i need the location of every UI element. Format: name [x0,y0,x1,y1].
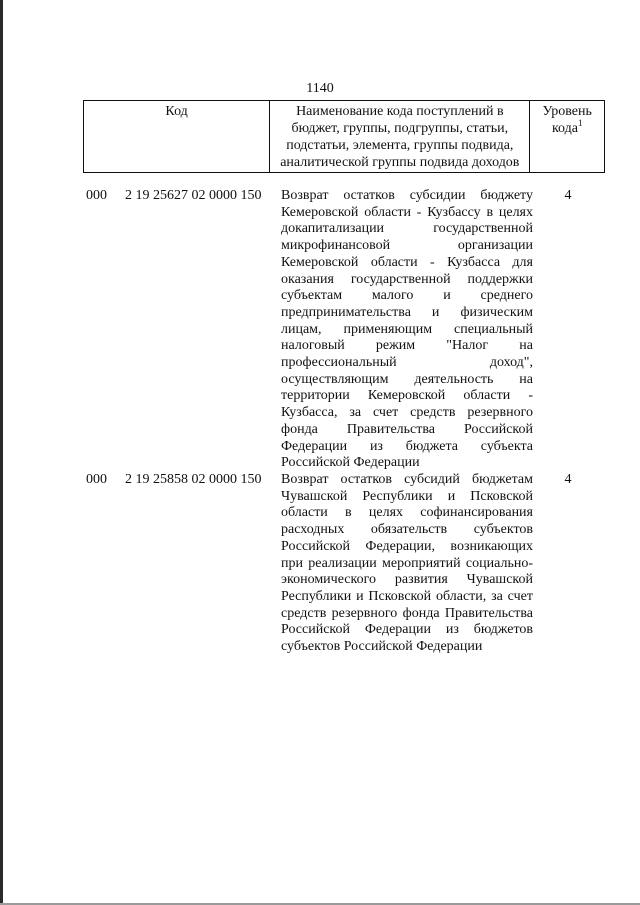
header-level-cell [530,101,605,173]
page-left-edge [0,0,3,905]
header-code-label: Код [165,104,188,119]
admin-code: 000 [86,472,107,487]
admin-code: 000 [86,188,107,203]
header-level-footnote: 1 [577,118,583,128]
header-name-label: Наименование кода поступлений в бюджет, группы, подгруппы, статьи, подстатьи, элемента, группы подвида, аналитической группы подвида доходов [280,104,520,170]
income-code: 2 19 25858 02 0000 150 [125,472,262,487]
table-header [83,100,605,173]
income-name: Возврат остатков субсидий бюджетам Чувашской Республики и Псковской области в целях софинансирования расходных обязательств субъектов Российской Федерации, возникающих при реализации мероприятий социально-экономического развития Чувашской Республики и Псковской области, за счет средств резервного фонда Правительства Российской Федерации из бюджетов субъектов Российской Федерации [281,472,533,655]
header-name-cell [270,101,530,173]
code-level: 4 [564,472,572,487]
page-number: 1140 [306,81,334,96]
header-code-cell [84,101,270,173]
income-name: Возврат остатков субсидии бюджету Кемеровской области - Кузбассу в целях докапитализации государственной микрофинансовой организации Кемеровской области - Кузбасса для оказания государственной поддержки субъектам малого и среднего предпринимательства и физическим лицам, применяющим специальный налоговый режим "Налог на профессиональный доход", осуществляющим деятельность на территории Кемеровской области - Кузбасса, за счет средств резервного фонда Правительства Российской Федерации из бюджета субъекта Российской Федерации [281,188,533,471]
table-row [83,472,605,682]
header-level-label: Уровень кода [542,104,592,136]
income-code: 2 19 25627 02 0000 150 [125,188,262,203]
code-level: 4 [564,188,572,203]
table-row [83,188,605,472]
